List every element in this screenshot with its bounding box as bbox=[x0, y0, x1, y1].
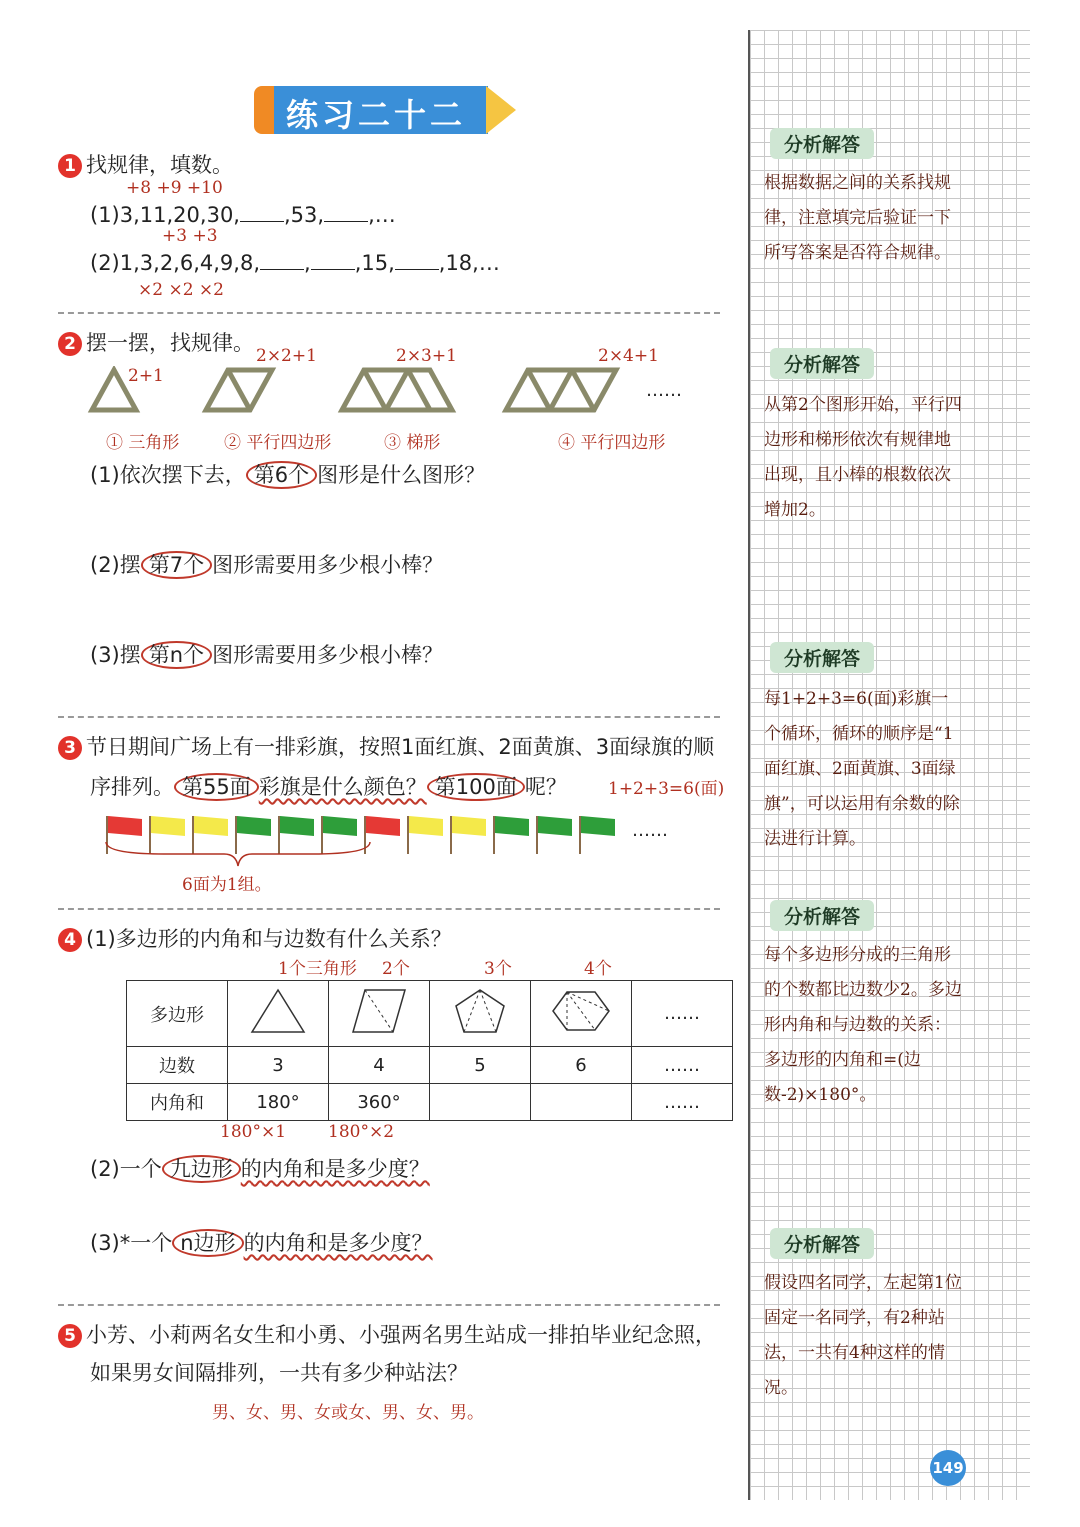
fig-label-3: 2×3+1 bbox=[396, 346, 457, 366]
flag bbox=[108, 816, 142, 836]
q4-sub2 bbox=[90, 1154, 430, 1184]
flag bbox=[280, 816, 314, 836]
q4-hint-1: 1个三角形 bbox=[278, 959, 357, 979]
flag bbox=[409, 816, 443, 836]
stick-figures bbox=[86, 366, 706, 416]
q1-title-text: 找规律，填数。 bbox=[86, 153, 233, 177]
divider bbox=[58, 716, 720, 718]
table-cell: 6 bbox=[531, 1047, 632, 1084]
table-cell: 180° bbox=[228, 1084, 329, 1121]
q5-line1 bbox=[58, 1320, 716, 1350]
q1-line1-text-c: ,… bbox=[368, 203, 396, 227]
hexagon-shape bbox=[531, 981, 632, 1047]
table-cell: …… bbox=[632, 1047, 733, 1084]
q4-sub3 bbox=[90, 1228, 433, 1258]
blank[interactable] bbox=[395, 251, 439, 270]
q4-sub2-b: 的内角和是多少度？ bbox=[240, 1157, 430, 1181]
q2-sub2 bbox=[90, 550, 443, 580]
flag bbox=[366, 816, 400, 836]
flag bbox=[151, 816, 185, 836]
q4-sub3-b: 的内角和是多少度？ bbox=[243, 1231, 433, 1255]
analysis-text-2: 从第2个图形开始，平行四边形和梯形依次有规律地出现，且小棒的根数依次增加2。 bbox=[764, 395, 962, 520]
flag bbox=[194, 816, 228, 836]
q1-line1-hints: +8 +9 +10 bbox=[126, 178, 223, 198]
title-banner bbox=[254, 86, 516, 134]
q1-line1-text: (1)3,11,20,30, bbox=[90, 203, 240, 227]
fig-label-2: 2×2+1 bbox=[256, 346, 317, 366]
analysis-text-4: 每个多边形分成的三角形的个数都比边数少2。多边形内角和与边数的关系：多边形的内角和=(边数-2)×180°。 bbox=[764, 945, 962, 1105]
q1-title bbox=[58, 150, 233, 180]
blank[interactable] bbox=[324, 203, 368, 222]
table-cell: 360° bbox=[329, 1084, 430, 1121]
analysis-head-4: 分析解答 bbox=[770, 900, 874, 931]
q3-key-100: 第100面 bbox=[427, 773, 525, 801]
analysis-text-1: 根据数据之间的关系找规律，注意填完后验证一下所写答案是否符合规律。 bbox=[764, 173, 951, 263]
q1-line1-text-b: ,53, bbox=[283, 203, 325, 227]
q3-line2-a: 序排列。 bbox=[90, 775, 174, 799]
analysis-head-3: 分析解答 bbox=[770, 642, 874, 673]
flag-pole bbox=[450, 816, 452, 854]
flag bbox=[581, 816, 615, 836]
q2-number: 2 bbox=[58, 332, 82, 356]
q1-line2-text: (2)1,3,2,6,4,9,8, bbox=[90, 251, 260, 275]
fig-name-1: ① 三角形 bbox=[106, 433, 180, 453]
table-cell: 4 bbox=[329, 1047, 430, 1084]
flag-pole bbox=[579, 816, 581, 854]
q2-sub2-key: 第7个 bbox=[141, 551, 212, 579]
fig-name-2: ② 平行四边形 bbox=[224, 433, 332, 453]
flag bbox=[538, 816, 572, 836]
q4-sub3-a: (3)*一个 bbox=[90, 1231, 173, 1255]
q2-sub2-a: (2)摆 bbox=[90, 553, 141, 577]
analysis-head-5: 分析解答 bbox=[770, 1228, 874, 1259]
table-cell: 5 bbox=[430, 1047, 531, 1084]
table-cell: 边数 bbox=[127, 1047, 228, 1084]
q4-sub3-key: n边形 bbox=[172, 1229, 243, 1257]
q2-sub1 bbox=[90, 460, 485, 490]
q2-sub3 bbox=[90, 640, 443, 670]
figures-ellipsis: …… bbox=[646, 380, 682, 401]
blank[interactable] bbox=[260, 251, 304, 270]
flag-pole bbox=[493, 816, 495, 854]
parallelogram-shape bbox=[329, 981, 430, 1047]
table-cell[interactable] bbox=[430, 1084, 531, 1121]
blank[interactable] bbox=[240, 203, 284, 222]
flag-pole bbox=[407, 816, 409, 854]
divider bbox=[58, 312, 720, 314]
table-cell: 多边形 bbox=[127, 981, 228, 1047]
blank[interactable] bbox=[311, 251, 355, 270]
q1-line2-hints: +3 +3 bbox=[162, 226, 218, 246]
q4-bottom-hint-1: 180°×1 bbox=[220, 1122, 287, 1142]
q4-sub1 bbox=[58, 924, 452, 954]
flag bbox=[495, 816, 529, 836]
q2-title bbox=[58, 328, 254, 358]
triangle-shape bbox=[228, 981, 329, 1047]
group-brace bbox=[104, 840, 374, 870]
q3-group-hint: 6面为1组。 bbox=[182, 875, 272, 895]
q4-hint-4: 4个 bbox=[584, 959, 612, 979]
q1-line2-text-b: ,15, bbox=[354, 251, 395, 275]
q3-line1-text: 节日期间广场上有一排彩旗，按照1面红旗、2面黄旗、3面绿旗的顺 bbox=[86, 735, 715, 759]
fig-name-4: ④ 平行四边形 bbox=[558, 433, 666, 453]
page-number bbox=[930, 1450, 966, 1486]
q5-line2: 如果男女间隔排列，一共有多少种站法？ bbox=[90, 1361, 468, 1385]
fig-name-3: ③ 梯形 bbox=[384, 433, 441, 453]
flag-pole bbox=[536, 816, 538, 854]
fig-label-4: 2×4+1 bbox=[598, 346, 659, 366]
flag bbox=[452, 816, 486, 836]
q3-side-hint: 1+2+3=6(面) bbox=[608, 779, 725, 799]
q2-sub1-a: (1)依次摆下去， bbox=[90, 463, 246, 487]
q2-sub2-b: 图形需要用多少根小棒？ bbox=[212, 553, 444, 577]
q1-line1 bbox=[90, 200, 396, 230]
q2-sub3-a: (3)摆 bbox=[90, 643, 141, 667]
q3-number: 3 bbox=[58, 736, 82, 760]
table-cell: 3 bbox=[228, 1047, 329, 1084]
analysis-text-5: 假设四名同学，左起第1位固定一名同学，有2种站法，一共有4种这样的情况。 bbox=[764, 1273, 962, 1398]
divider bbox=[58, 1304, 720, 1306]
table-cell[interactable] bbox=[531, 1084, 632, 1121]
q5-number: 5 bbox=[58, 1324, 82, 1348]
analysis-head-1: 分析解答 bbox=[770, 128, 874, 159]
q3-line2 bbox=[90, 772, 567, 802]
table-cell: 内角和 bbox=[127, 1084, 228, 1121]
table-cell: …… bbox=[632, 1084, 733, 1121]
flag bbox=[323, 816, 357, 836]
q4-sub1-text: (1)多边形的内角和与边数有什么关系？ bbox=[86, 927, 452, 951]
q1-number: 1 bbox=[58, 154, 82, 178]
q3-line1 bbox=[58, 732, 714, 762]
q5-hint: 男、女、男、女或女、男、女、男。 bbox=[212, 1403, 484, 1423]
page-title: 练习二十二 bbox=[286, 96, 467, 134]
q1-line2: (2)1,3,2,6,4,9,8, , ,15, ,18,… bbox=[90, 251, 500, 275]
flags-ellipsis: …… bbox=[632, 820, 668, 841]
q2-sub1-key: 第6个 bbox=[246, 461, 317, 489]
page-number-text: 149 bbox=[932, 1459, 964, 1477]
q1-line2-hints-bottom: ×2 ×2 ×2 bbox=[138, 280, 224, 300]
polygon-table bbox=[126, 980, 733, 1121]
fig-label-1: 2+1 bbox=[128, 366, 164, 386]
q3-key-55: 第55面 bbox=[174, 773, 259, 801]
q4-hint-3: 3个 bbox=[484, 959, 512, 979]
q3-line2-b: 彩旗是什么颜色？ bbox=[258, 775, 427, 799]
flag bbox=[237, 816, 271, 836]
q4-sub2-a: (2)一个 bbox=[90, 1157, 162, 1181]
analysis-text-3: 每1+2+3=6(面)彩旗一个循环，循环的顺序是“1面红旗、2面黄旗、3面绿旗”，可以运用有余数的除法进行计算。 bbox=[764, 689, 960, 849]
q5-line1-text: 小芳、小莉两名女生和小勇、小强两名男生站成一排拍毕业纪念照， bbox=[86, 1323, 716, 1347]
table-cell: …… bbox=[632, 981, 733, 1047]
q1-line2-text-c: ,18,… bbox=[438, 251, 500, 275]
analysis-head-2: 分析解答 bbox=[770, 348, 874, 379]
q2-sub3-b: 图形需要用多少根小棒？ bbox=[212, 643, 444, 667]
q2-sub3-key: 第n个 bbox=[141, 641, 212, 669]
q4-sub2-key: 九边形 bbox=[162, 1155, 241, 1183]
pentagon-shape bbox=[430, 981, 531, 1047]
q4-hint-2: 2个 bbox=[382, 959, 410, 979]
divider bbox=[58, 908, 720, 910]
q2-title-text: 摆一摆，找规律。 bbox=[86, 331, 254, 355]
q3-line2-c: 呢？ bbox=[524, 775, 567, 799]
q2-sub1-b: 图形是什么图形？ bbox=[317, 463, 486, 487]
q4-bottom-hint-2: 180°×2 bbox=[328, 1122, 395, 1142]
q4-number: 4 bbox=[58, 928, 82, 952]
